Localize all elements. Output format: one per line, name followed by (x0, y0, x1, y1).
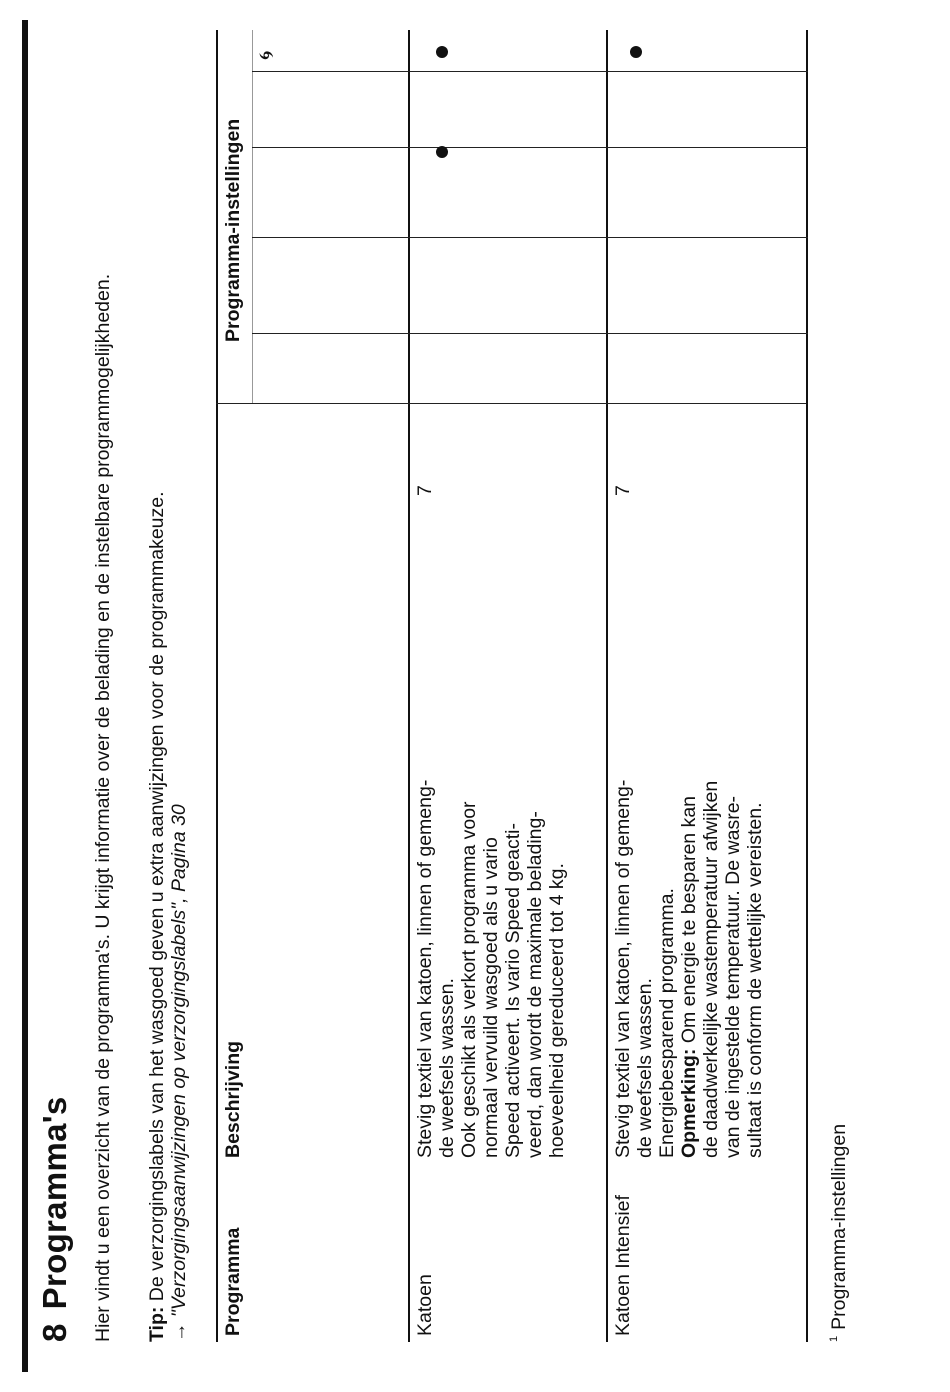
row-2-program: Katoen Intensief (612, 1195, 634, 1336)
intro-text: Hier vindt u een overzicht van de programma's. U krijgt informatie over de belading en de instelbare programmogelijkheden. (92, 273, 114, 1342)
header-description: Beschrijving (222, 1040, 244, 1158)
header-settings: Programma-instellingen (222, 118, 244, 342)
settings-subheader-rule (252, 30, 253, 404)
footnote (828, 1124, 851, 1342)
note-label: Opmerking: (678, 1048, 700, 1158)
row-2-description (612, 418, 766, 1158)
tip-text: De verzorgingslabels van het wasgoed geven u extra aanwijzingen voor de programmakeuze. (146, 491, 168, 1307)
tip-link[interactable]: "Verzorgingsaanwijzingen op verzorgingslabels" (168, 902, 190, 1318)
program-table (216, 30, 822, 1342)
row-separator-1 (408, 30, 410, 1342)
tip-label: Tip: (146, 1306, 168, 1342)
desc-line: veerd, dan wordt de maximale belading- (524, 811, 546, 1158)
desc-line: de weefsels wassen. (436, 978, 458, 1158)
row-1-setting-dot (436, 46, 448, 58)
row-separator-2 (606, 30, 608, 1342)
tip-paragraph (146, 42, 190, 1342)
row-1-setting-dot (436, 146, 448, 158)
page-title (36, 1096, 74, 1342)
settings-col-line-1 (252, 333, 808, 334)
column-divider (216, 403, 806, 404)
arrow-icon: → (168, 1317, 190, 1342)
header-program: Programma (222, 1227, 244, 1336)
tip-page: , Pagina 30 (168, 804, 190, 903)
desc-note (678, 418, 700, 1158)
row-2-load: 7 (612, 485, 634, 496)
note-line: sultaat is conform de wettelijke vereisten. (744, 802, 766, 1158)
note-line: van de ingestelde temperatuur. De wasre- (722, 795, 744, 1158)
desc-line: Stevig textiel van katoen, linnen of gemeng- (612, 779, 634, 1158)
table-top-rule (216, 30, 218, 1342)
spin-icon: 🌀︎ (256, 50, 278, 60)
table-bottom-rule (806, 30, 808, 1342)
footnote-text: Programma-instellingen (828, 1123, 850, 1330)
desc-line: hoeveelheid gereduceerd tot 4 kg. (546, 863, 568, 1158)
note-line: Om energie te besparen kan (678, 795, 700, 1049)
settings-col-line-2 (252, 237, 808, 238)
settings-col-line-3 (252, 147, 808, 148)
desc-line: Energiebesparend programma. (656, 888, 678, 1158)
section-number: 8 (36, 1323, 73, 1342)
row-1-load: 7 (414, 485, 436, 496)
section-bar (22, 20, 28, 1372)
row-1-description (414, 418, 568, 1158)
row-1-program: Katoen (414, 1274, 436, 1336)
desc-line: Stevig textiel van katoen, linnen of gemeng- (414, 779, 436, 1158)
note-line: de daadwerkelijke wastemperatuur afwijken (700, 780, 722, 1158)
row-2-setting-dot (630, 46, 642, 58)
footnote-marker: 1 (828, 1335, 840, 1342)
settings-col-line-4 (252, 71, 808, 72)
desc-line: de weefsels wassen. (634, 978, 656, 1158)
desc-line: Speed activeert. Is vario Speed geacti- (502, 823, 524, 1158)
section-title: Programma's (36, 1096, 73, 1310)
desc-line: Ook geschikt als verkort programma voor (458, 801, 480, 1158)
desc-line: normaal vervuild wasgoed als u vario (480, 837, 502, 1158)
